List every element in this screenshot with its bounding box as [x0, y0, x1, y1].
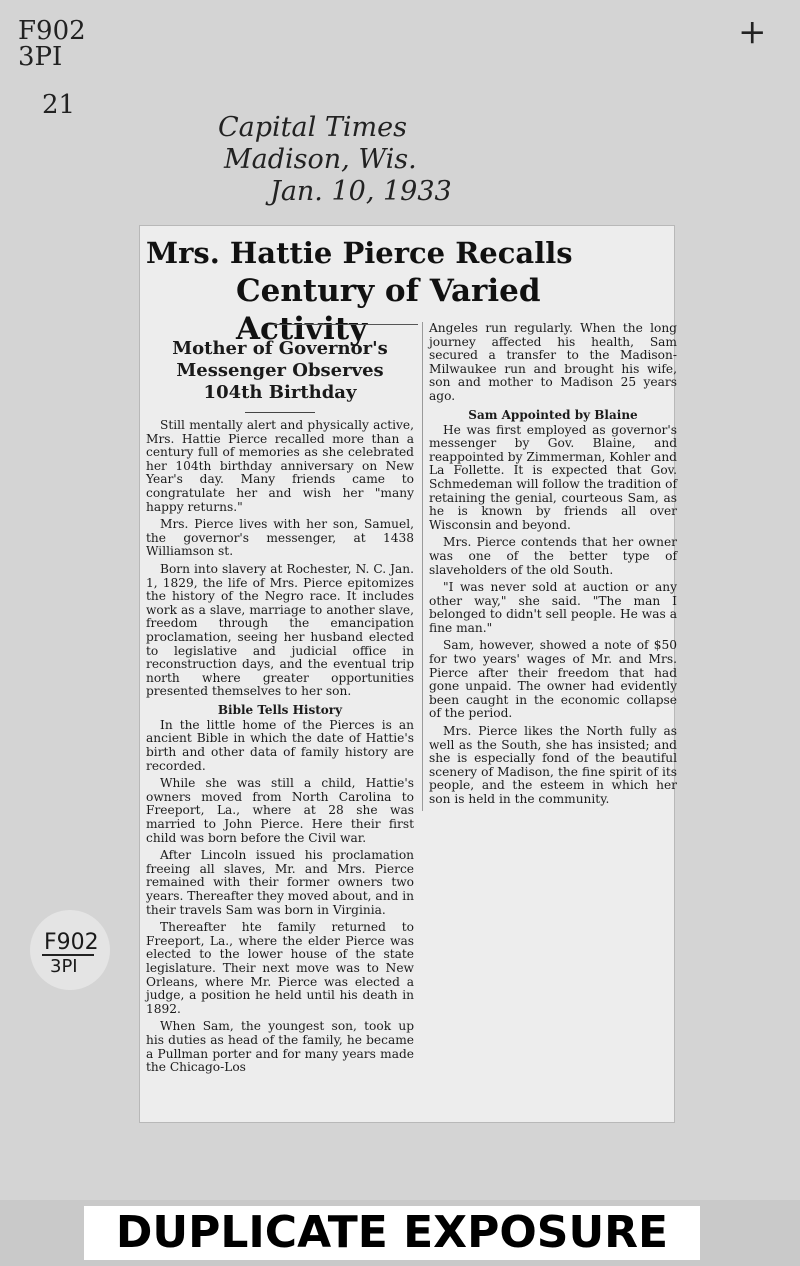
duplicate-exposure-banner: DUPLICATE EXPOSURE — [84, 1206, 700, 1260]
paragraph: "I was never sold at auction or any other way," she said. "The man I belonged to didn't sell people. He was a fine man." — [429, 580, 677, 635]
paragraph: While she was still a child, Hattie's owners moved from North Carolina to Freeport, La., where at 28 she was married to John Pierce. Here their first child was born before the Civil war. — [146, 776, 414, 845]
paragraph: Mrs. Pierce lives with her son, Samuel, the governor's messenger, at 1438 Williamson st. — [146, 517, 414, 559]
subhead-line2: Messenger Observes — [176, 360, 384, 381]
source-publication: Capital Times — [218, 112, 407, 143]
right-column — [422, 322, 677, 811]
stamp-line1: F902 — [44, 930, 99, 955]
source-city: Madison, Wis. — [224, 144, 417, 175]
corner-code-line1: F902 — [18, 16, 86, 46]
subhead-line3: 104th Birthday — [203, 382, 357, 403]
section-heading: Bible Tells History — [217, 702, 343, 717]
paragraph: Still mentally alert and physically active, Mrs. Hattie Pierce recalled more than a century full of memories as she celebrated her 104th birthday anniversary on New Year's day. Many friends came to congratulate her and wish her "many happy returns." — [146, 418, 414, 514]
subhead-line1: Mother of Governor's — [172, 338, 388, 359]
subhead-rule — [245, 412, 315, 413]
handwritten-source-note — [218, 112, 452, 208]
paragraph: Born into slavery at Rochester, N. C. Jan. 1, 1829, the life of Mrs. Pierce epitomizes the history of the Negro race. It includes work as a slave, marriage to another slave, freedom through the emancipation proclamation, seeing her husband elected to legislative and judicial office in reconstruction days, and the eventual trip north where greater opportunities presented themselves to her son. — [146, 561, 414, 699]
headline-rule — [268, 324, 418, 325]
section-heading: Sam Appointed by Blaine — [468, 407, 638, 422]
paragraph: He was first employed as governor's messenger by Gov. Blaine, and reappointed by Zimmerman, Kohler and La Follette. It is expected that Gov. Schmedeman will follow the tradition of retaining the genial, courteous Sam, as he is known by friends all over Wisconsin and beyond. — [429, 422, 677, 532]
paragraph: In the little home of the Pierces is an ancient Bible in which the date of Hattie's birth and other data of family history are recorded. — [146, 717, 414, 773]
corner-file-code — [18, 18, 86, 70]
paragraph: Mrs. Pierce contends that her owner was one of the better type of slaveholders of the old South. — [429, 535, 677, 577]
headline-line2: Century of Varied Activity — [236, 273, 541, 347]
paragraph: Sam, however, showed a note of $50 for two years' wages of Mr. and Mrs. Pierce after their freedom that had gone unpaid. The owner had evidently been caught in the economic collapse of the period. — [429, 638, 677, 721]
paragraph: Mrs. Pierce likes the North fully as well as the South, she has insisted; and she is especially fond of the beautiful scenery of Madison, the fine spirit of its people, and the esteem in which her son is held in the community. — [429, 724, 677, 806]
page-number: 21 — [42, 90, 76, 120]
stamp-line2: 3PI — [50, 956, 78, 977]
source-date: Jan. 10, 1933 — [270, 176, 452, 207]
file-code-stamp — [30, 910, 110, 990]
subheadline — [146, 338, 414, 404]
paragraph: Thereafter hte family returned to Freeport, La., where the elder Pierce was elected to the lower house of the state legislature. Their next move was to New Orleans, where Mr. Pierce was elected a judge, a position he held until his death in 1892. — [146, 920, 414, 1016]
left-column — [146, 336, 414, 1079]
paragraph: After Lincoln issued his proclamation freeing all slaves, Mr. and Mrs. Pierce remained with their former owners two years. Thereafter they moved about, and in their travels Sam was born in Virginia. — [146, 848, 414, 917]
corner-code-line2: 3PI — [18, 42, 63, 72]
newspaper-clipping — [140, 226, 677, 1122]
headline-line1: Mrs. Hattie Pierce Recalls — [146, 236, 573, 270]
paragraph: When Sam, the youngest son, took up his duties as head of the family, he became a Pullman porter and for many years made the Chicago-Los — [146, 1019, 414, 1075]
plus-mark: + — [738, 12, 767, 52]
paragraph: Angeles run regularly. When the long journey affected his health, Sam secured a transfer to the Madison-Milwaukee run and brought his wife, son and mother to Madison 25 years ago. — [429, 321, 677, 403]
